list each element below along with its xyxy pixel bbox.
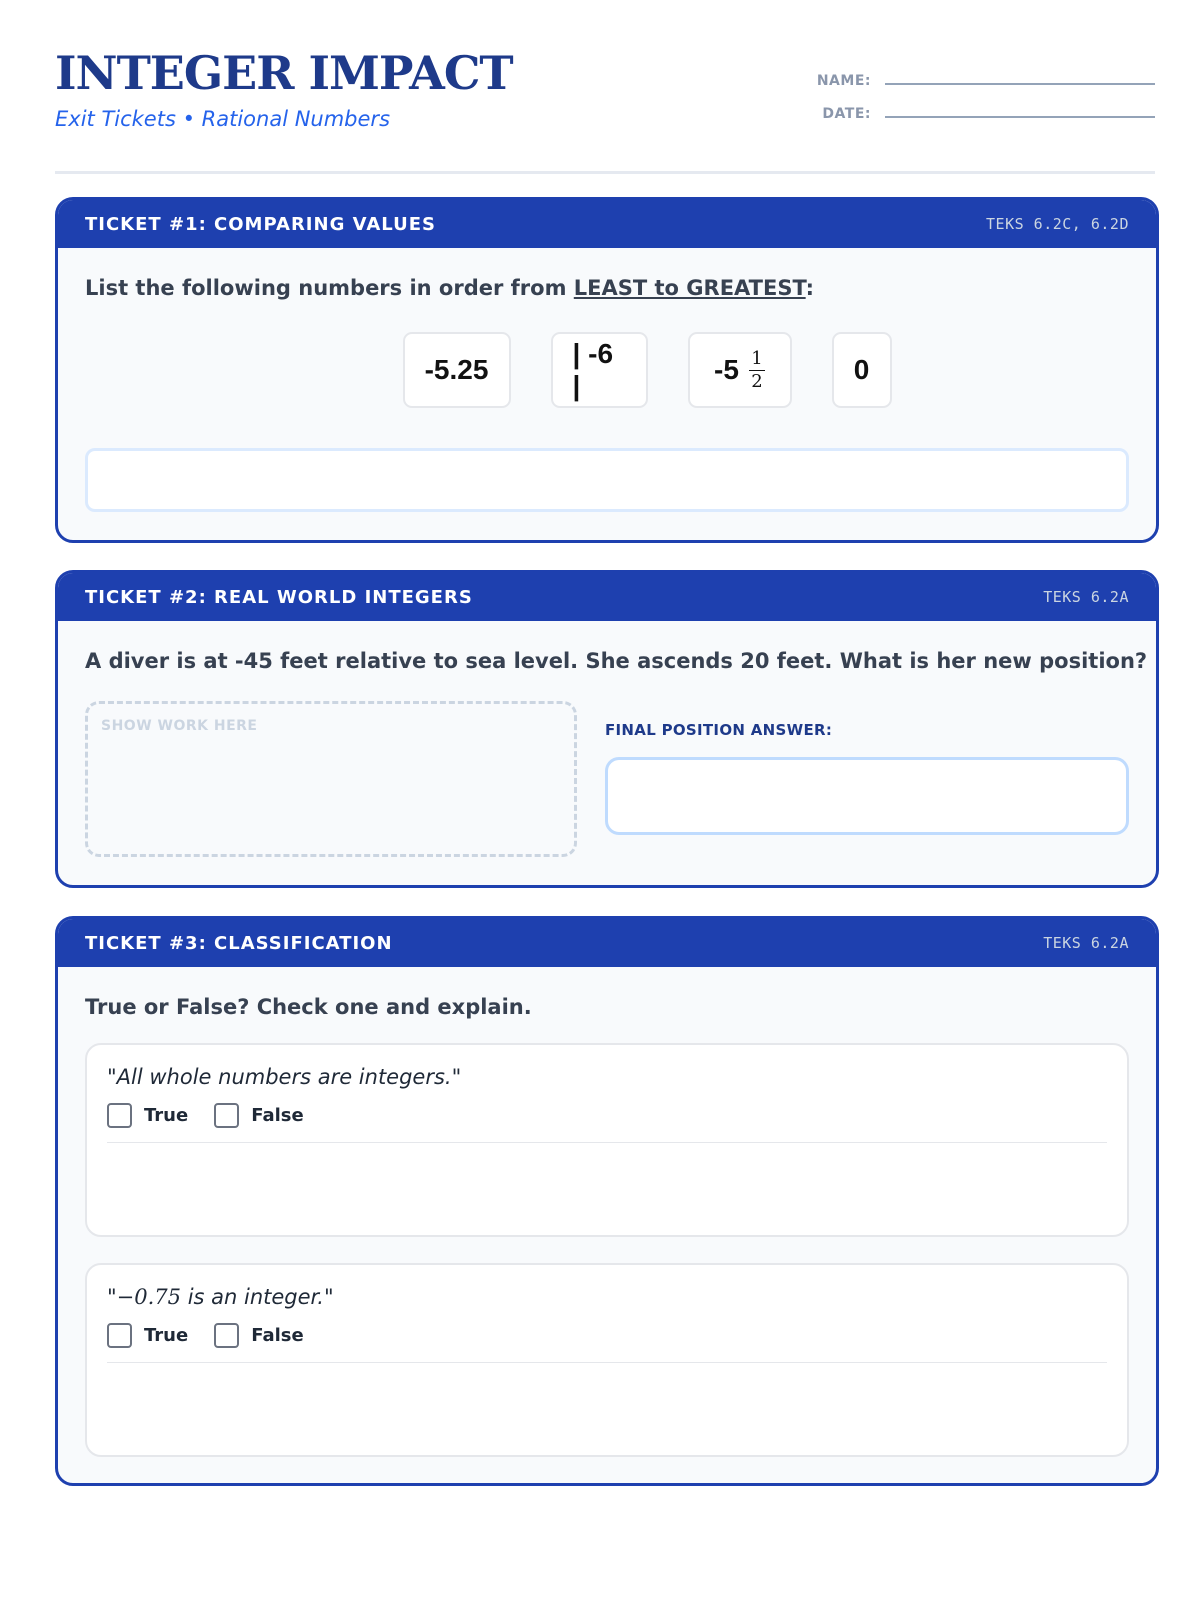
final-answer-column [605, 701, 1129, 857]
false-option[interactable] [214, 1323, 303, 1348]
final-answer-label: FINAL POSITION ANSWER: [605, 721, 833, 739]
false-checkbox[interactable] [214, 1103, 239, 1128]
true-label: True [144, 1105, 189, 1126]
number-card: 0 [832, 332, 892, 408]
name-label: NAME: [816, 73, 871, 89]
worksheet-header [55, 48, 1155, 174]
true-false-options [107, 1323, 1107, 1363]
false-label: False [251, 1325, 304, 1346]
statement-text [107, 1285, 1107, 1309]
ticket-1-prompt-suffix: : [805, 276, 815, 300]
statement-open-quote: " [107, 1285, 117, 1309]
name-row [795, 56, 1155, 89]
ticket-1-prompt-prefix: List the following numbers in order from [85, 276, 574, 300]
ticket-2-response-area [58, 673, 1156, 857]
student-info [795, 56, 1155, 122]
true-false-options [107, 1103, 1107, 1143]
number-card: | -6 | [551, 332, 648, 408]
false-checkbox[interactable] [214, 1323, 239, 1348]
ticket-1-prompt [58, 248, 1156, 300]
page-title: INTEGER IMPACT [55, 46, 513, 100]
fraction-denominator: 2 [751, 370, 763, 392]
date-field[interactable] [885, 98, 1155, 118]
ticket-3-prompt: True or False? Check one and explain. [85, 995, 532, 1019]
number-card [688, 332, 792, 408]
statement-card [85, 1263, 1129, 1457]
fraction-numerator: 1 [751, 347, 763, 369]
ticket-1-answer-field[interactable] [85, 448, 1129, 512]
mixed-number-whole: -5 [714, 354, 739, 385]
name-field[interactable] [885, 65, 1155, 85]
true-option[interactable] [107, 1323, 188, 1348]
true-checkbox[interactable] [107, 1103, 132, 1128]
show-work-label: SHOW WORK HERE [101, 718, 258, 734]
true-checkbox[interactable] [107, 1323, 132, 1348]
date-row [795, 89, 1155, 122]
ticket-3-title: TICKET #3: CLASSIFICATION [85, 932, 393, 954]
ticket-2-title: TICKET #2: REAL WORLD INTEGERS [85, 586, 473, 608]
ticket-3-card [55, 916, 1159, 1486]
ticket-2-card [55, 570, 1159, 888]
ticket-1-teks: TEKS 6.2C, 6.2D [986, 215, 1129, 233]
fraction [749, 347, 765, 392]
date-label: DATE: [822, 106, 871, 122]
ticket-2-teks: TEKS 6.2A [1043, 588, 1129, 606]
false-label: False [251, 1105, 304, 1126]
statement-rest: is an integer." [181, 1285, 334, 1309]
ticket-3-teks: TEKS 6.2A [1043, 934, 1129, 952]
ticket-1-header [58, 200, 1156, 248]
page-subtitle: Exit Tickets • Rational Numbers [55, 106, 391, 131]
statement-math: −0.75 [116, 1285, 182, 1309]
false-option[interactable] [214, 1103, 303, 1128]
ticket-2-header [58, 573, 1156, 621]
number-cards [58, 332, 1156, 408]
true-option[interactable] [107, 1103, 188, 1128]
number-card: -5.25 [403, 332, 511, 408]
statement-text: "All whole numbers are integers." [107, 1065, 462, 1089]
ticket-1-title: TICKET #1: COMPARING VALUES [85, 213, 436, 235]
statement-card [85, 1043, 1129, 1237]
ticket-3-header [58, 919, 1156, 967]
final-answer-field[interactable] [605, 757, 1129, 835]
ticket-1-prompt-emphasis: LEAST to GREATEST [573, 276, 806, 300]
true-label: True [144, 1325, 189, 1346]
ticket-1-card [55, 197, 1159, 543]
show-work-area[interactable] [85, 701, 577, 857]
ticket-2-prompt: A diver is at -45 feet relative to sea level. She ascends 20 feet. What is her new position? [85, 649, 1148, 673]
